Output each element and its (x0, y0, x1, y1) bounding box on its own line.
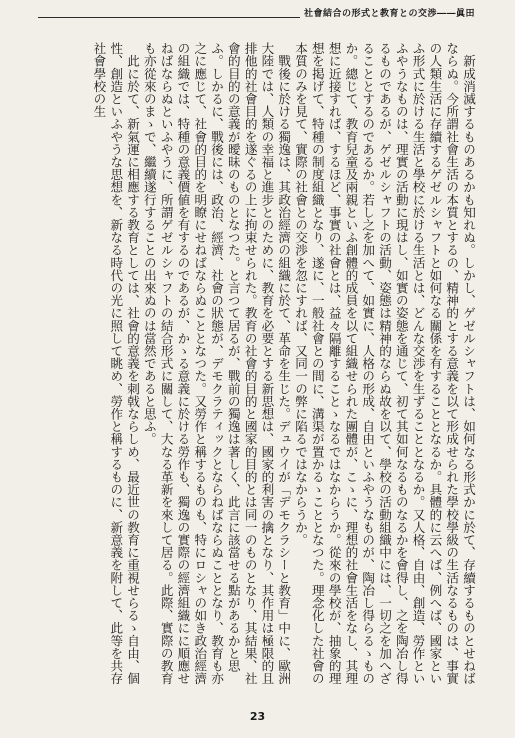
paragraph: 此に於て、新氣運に相應する教育としては、社會的意義を刺戟ならしめ、最近世の教育に重視せらるゝ自由、個性、創造といふやうな思想を、新なる時代の光に照して眺め、勞作と稱するものに、新意義を附して、此等を共存社會學校の生 (91, 42, 141, 685)
running-header: 社會結合の形式と教育との交渉――眞田 (300, 6, 475, 19)
body-text (40, 42, 476, 692)
paragraph: 新成消滅するものあるかも知れぬ。しかし、ゲゼルシャフトは、如何なる形式かに於て、存續するものとせねばならぬ。今所謂社會生活の本質とするの、精神的とする意義を以て形成せられた學校學級の生活なるものは、事實の人類生活に存續するゲゼルシャフトと如何なる關係を有することとなるか。具體的に云へば、例へば、國家といふ形式に於ける生活と學校に於ける生活とは、どんな交渉を生ずることとなるか。又人格、自由、創造、勞作といふやうなものは、理實の活動に現はし、如實の姿態を通じて、初て其如何なるものなるかを會得し、之を陶冶し得るものであるが、ゲゼルシャフトの活動、姿態は精神的ならぬ故を以て、學校の活動組織中には、一切之を加へざることとするのであるか。若し之を加へて、如實に、人格の形成、自由といふやうなものが、陶冶し得らるゝものか。總じて、教育兒童及兩親といふ創體的成員を以て組織せられた團體が、こゝに、理想的社會生活をなし、其理想に近接すれば、するほど、事實の社會とは、益々隔離することゝなるではなからうか。從來の學校が、抽象的理想を掲げて、特種の制度組織となり、遂に、一般社會との間に、溝渠が置かるゝこととなつた。理念化した社會の本質のみを見て、實際の社會との交渉を忽にすれば、又同一の弊に陷るではなからうか。 (293, 42, 476, 685)
paragraph: 戰後に於ける獨逸は、其政治經濟の組織に於て、革命を生じた。デュウイが「デモクラシーと教育」中に、歐洲大陸では、人類の幸福と進步とのために、教育を必要とする新思想は、國家的利害の擒となり、其作用は極限的且排他的社會目的を遂ぐるの上に拘束せられた。教育の社會的目的と國家的目的とは同一のものとなり、其結果、社會的目的の意義が曖昧のものとなつた。と言つて居るが、戰前の獨逸は著しく、此言に該當せる點があるかと思ふ。しかるに、戰後には、政治、經濟、社會の狀態が、デモクラティックとならねばならぬこととなり、教育も亦之に應じて、社會的目的を明瞭にせねばならぬこととなつた。又勞作と稱するものも、特にロシャの如き政治經濟の組織では、特種の意義價値を有するのであるが、かゝる意義に於ける勞作も、獨逸の實際の經濟組織にに順應せねばならぬといふやうに、所謂ゲゼルシャフトの結合形式に關して、大なる革新を來して居る。此際、實際の教育も亦從來のまゝで、繼續遂行することの出來ぬのは當然であると思ふ。 (141, 42, 292, 685)
page-number: 23 (249, 710, 266, 723)
